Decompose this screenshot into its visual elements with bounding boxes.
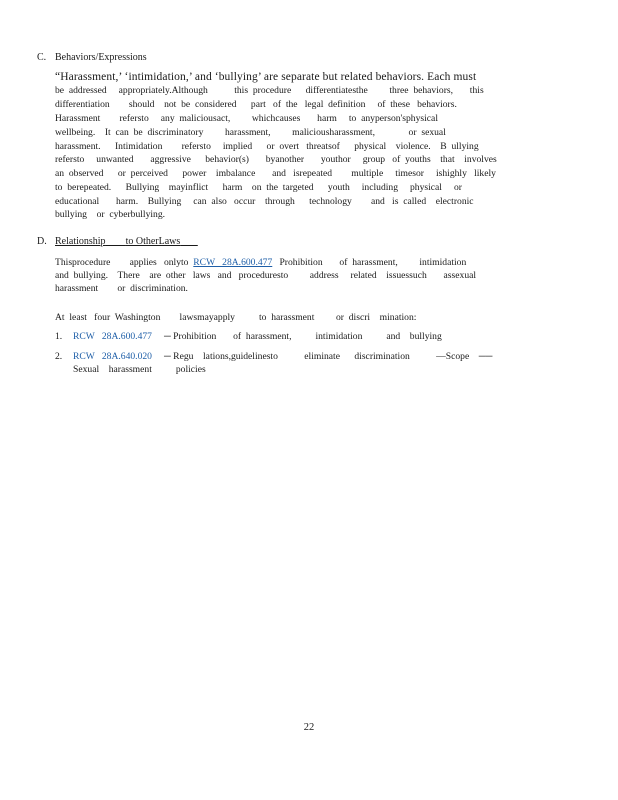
- section-d-title-part1: Relationship: [55, 236, 106, 247]
- list-item-text: ─ Regu lations,guidelinesto eliminate discrimination —Scope ──: [151, 351, 493, 362]
- section-c-line: wellbeing. It can be discriminatory harassment, maliciousharassment, or sexual: [55, 127, 446, 138]
- section-c-line: Harassment refersto any maliciousact, whichcauses harm to anyperson'sphysical: [55, 113, 438, 124]
- section-d-paragraph-line: and bullying. There are other laws and proceduresto address related issuessuch assexual: [55, 270, 477, 281]
- section-d-title: [55, 236, 198, 247]
- section-d-letter: D.: [37, 236, 47, 247]
- section-c-lead-sentence: “Harassment,’ ‘intimidation,’ and ‘bullying’ are separate but related behaviors. Each must: [55, 71, 477, 83]
- section-c-line: educational harm. Bullying can also occur through technology and is called electronic: [55, 196, 474, 207]
- section-d-paragraph-start: Thisprocedure applies onlyto: [55, 257, 194, 268]
- list-item-continuation: Sexual harassment policies: [73, 364, 206, 375]
- list-item: [73, 351, 492, 363]
- section-d-heading: [37, 236, 198, 248]
- section-c-line: to berepeated. Bullying mayinflict harm on the targeted youth including physical or: [55, 182, 462, 193]
- page-number: 22: [303, 722, 315, 733]
- section-c-line: refersto unwanted aggressive behavior(s) byanother youthor group of youths that involves: [55, 154, 497, 165]
- list-item-text: ─ Prohibition of harassment, intimidation and bullying: [151, 331, 442, 342]
- section-d-laws-intro: At least four Washington lawsmayapply to harassment or discri mination:: [55, 312, 417, 323]
- section-c-title: Behaviors/Expressions: [55, 52, 147, 63]
- section-d-paragraph-first-line: [55, 257, 466, 269]
- rcw-28a-640-020-list-link[interactable]: RCW 28A.640.020: [73, 351, 152, 362]
- list-item-number: 2.: [55, 351, 63, 362]
- list-item-number: 1.: [55, 331, 63, 342]
- section-d-paragraph-rest: Prohibition of harassment, intimidation: [272, 257, 467, 268]
- section-c-line: an observed or perceived power imbalance and isrepeated multiple timesor ishighly likely: [55, 168, 496, 179]
- section-c-line: differentiation should not be considered part of the legal definition of these behaviors.: [55, 99, 457, 110]
- rcw-28a-600-477-list-link[interactable]: RCW 28A.600.477: [73, 331, 152, 342]
- section-c-heading: [37, 52, 147, 64]
- rcw-28a-600-477-link[interactable]: RCW 28A.600.477: [193, 257, 273, 268]
- section-d-paragraph-line: harassment or discrimination.: [55, 283, 188, 294]
- section-c-line: be addressed appropriately.Although this procedure differentiatesthe three behaviors, this: [55, 85, 484, 96]
- section-c-line: harassment. Intimidation refersto implied or overt threatsof physical violence. B ullying: [55, 141, 479, 152]
- list-item: [73, 331, 442, 343]
- section-d-title-part2: to OtherLaws: [125, 236, 181, 247]
- section-c-line: bullying or cyberbullying.: [55, 209, 166, 220]
- section-c-letter: C.: [37, 52, 47, 63]
